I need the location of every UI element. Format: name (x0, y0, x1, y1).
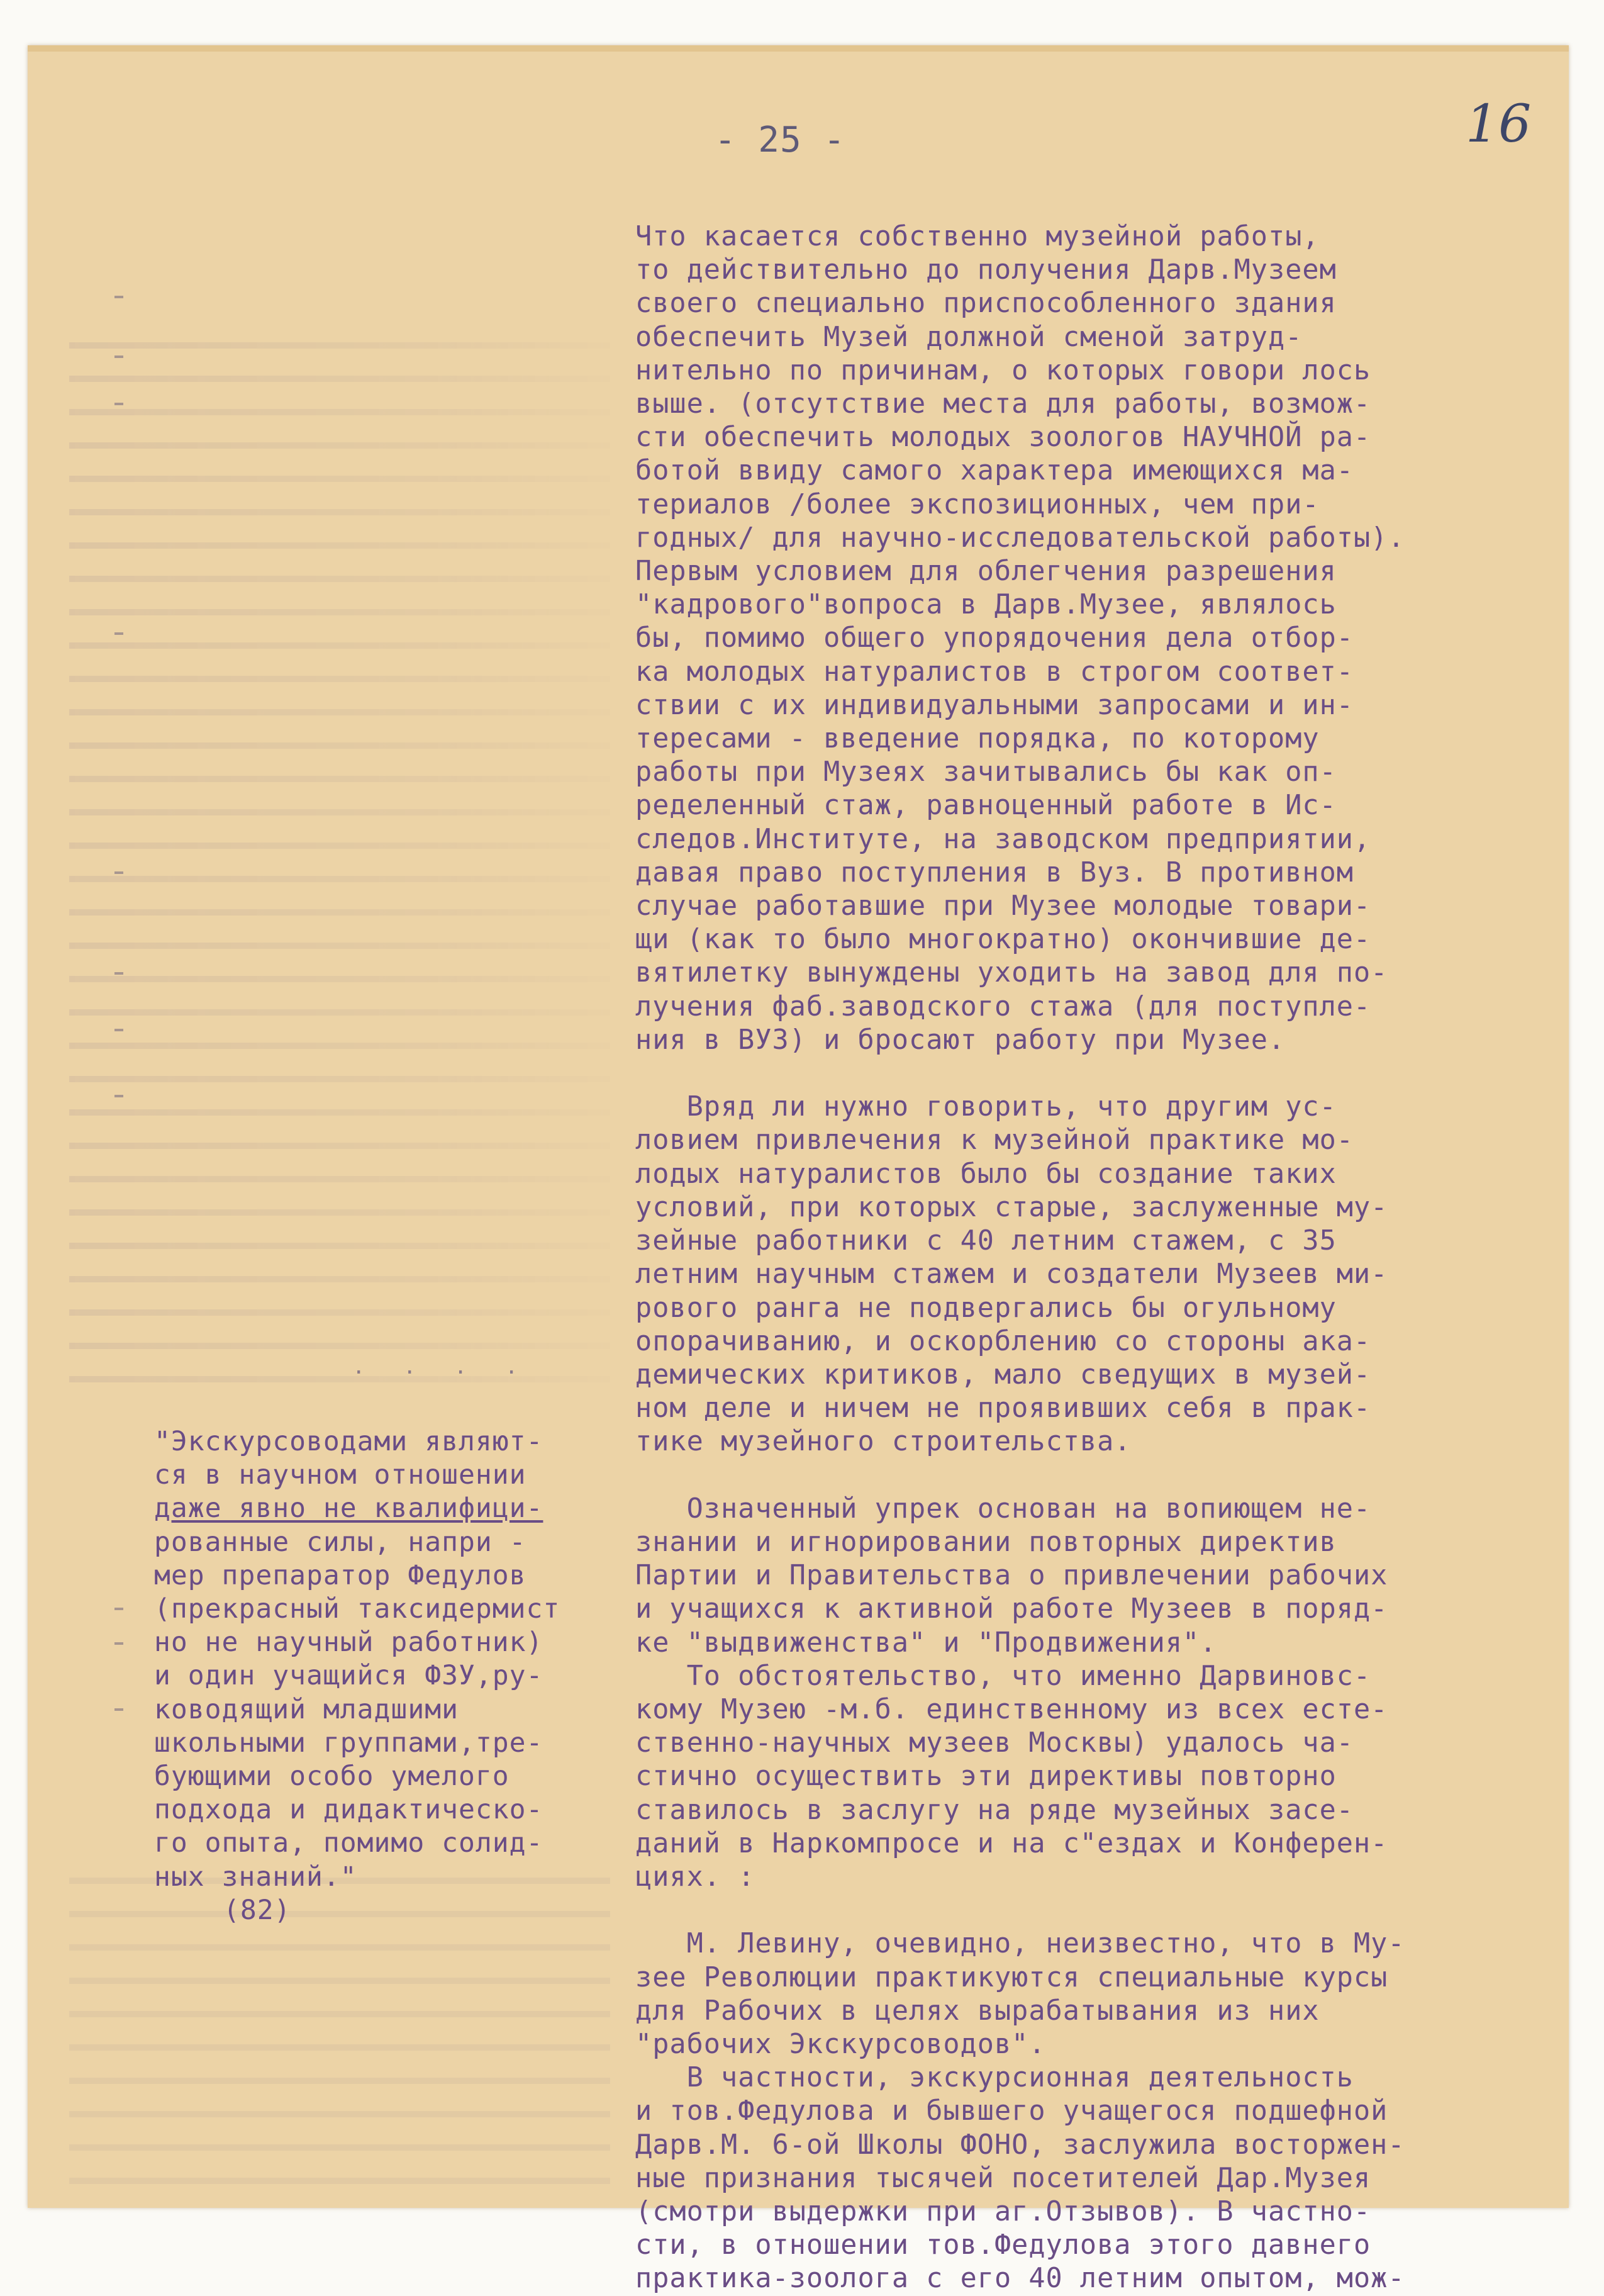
quote-line: "Экскурсоводами являют- (154, 1426, 543, 1457)
main-paragraph-2 (635, 1090, 1541, 1459)
text-line: "кадрового"вопроса в Дарв.Музее, являлось (635, 589, 1337, 621)
text-line: и тов.Федулова и бывшего учащегося подшефной (635, 2095, 1388, 2127)
text-line: Первым условием для облегчения разрешения (635, 556, 1337, 588)
text-line: ственно-научных музеев Москвы) удалось ча- (635, 1727, 1354, 1759)
text-line: (смотри выдержки при аг.Отзывов). В частно- (635, 2195, 1371, 2227)
text-line: практика-зоолога с его 40 летним опытом, мож- (635, 2263, 1405, 2295)
text-line: Означенный упрек основан на вопиющем не- (635, 1492, 1371, 1525)
text-line: и учащихся к активной работе Музеев в поряд- (635, 1593, 1388, 1625)
text-line: даний в Наркомпросе и на с"ездах и Конферен- (635, 1827, 1388, 1859)
text-line: лучения фаб.заводского стажа (для поступле- (635, 990, 1371, 1022)
text-line: То обстоятельство, что именно Дарвиновс- (635, 1660, 1371, 1692)
text-line: вятилетку вынуждены уходить на завод для по- (635, 957, 1388, 989)
text-line: сти, в отношении тов.Федулова этого давнего (635, 2229, 1371, 2261)
text-line: Что касается собственно музейной работы, (635, 221, 1320, 252)
text-line: годных/ для научно-исследовательской работы). (635, 522, 1405, 554)
margin-tick (114, 296, 123, 298)
main-paragraph-1 (635, 220, 1541, 1057)
margin-tick (114, 972, 123, 975)
text-line: зее Революции практикуются специальные курсы (635, 1961, 1388, 1993)
text-line: ния в ВУЗ) и бросают работу при Музее. (635, 1024, 1286, 1056)
text-line: давая право поступления в Вуз. В противном (635, 856, 1354, 888)
text-line: ботой ввиду самого характера имеющихся ма- (635, 455, 1354, 487)
main-paragraph-4 (635, 1927, 1541, 2295)
text-line: нительно по причинам, о которых говори лось (635, 354, 1371, 386)
text-line: демических критиков, мало сведущих в музей- (635, 1358, 1371, 1391)
text-line: ном деле и ничем не проявивших себя в прак- (635, 1392, 1371, 1425)
text-line: для Рабочих в целях вырабатывания из них (635, 1995, 1320, 2027)
text-line: ствии с их индивидуальными запросами и ин- (635, 689, 1354, 721)
text-line: выше. (отсутствие места для работы, возмож- (635, 388, 1371, 420)
text-line: работы при Музеях зачитывались бы как оп- (635, 756, 1337, 788)
quote-line: ся в научном отношении (154, 1459, 526, 1491)
text-line: Вряд ли нужно говорить, что другим ус- (635, 1091, 1337, 1123)
text-line: ке "выдвиженства" и "Продвижения". (635, 1627, 1217, 1659)
main-text-column (635, 220, 1541, 2296)
text-line: В частности, экскурсионная деятельность (635, 2062, 1354, 2094)
margin-tick (114, 871, 123, 874)
text-line: ка молодых натуралистов в строгом соответ- (635, 656, 1354, 688)
text-line: бы, помимо общего упорядочения дела отбор- (635, 622, 1354, 654)
text-line: териалов /более экспозиционных, чем при- (635, 488, 1320, 520)
text-line: ределенный стаж, равноценный работе в Ис- (635, 790, 1337, 822)
text-line: зейные работники с 40 летним стажем, с 35 (635, 1225, 1337, 1257)
margin-tick (114, 356, 123, 358)
quote-line: рованные силы, напри - (154, 1526, 526, 1558)
text-line: случае работавшие при Музее молодые товари- (635, 890, 1371, 922)
quote-line: и один учащийся ФЗУ,ру- (154, 1660, 543, 1692)
margin-dots: . . . . (352, 1354, 531, 1379)
text-line: "рабочих Экскурсоводов". (635, 2028, 1046, 2060)
quote-line: но не научный работник) (154, 1627, 543, 1659)
margin-tick (114, 1029, 123, 1031)
text-line: щи (как то было многократно) окончившие де- (635, 924, 1371, 956)
text-line: знании и игнорировании повторных директив (635, 1526, 1337, 1558)
quote-line: ных знаний." (154, 1861, 357, 1893)
text-line: следов.Институте, на заводском предприятии, (635, 823, 1371, 855)
text-line: Дарв.М. 6-ой Школы ФОНО, заслужила восторжен- (635, 2129, 1405, 2161)
text-line: сти обеспечить молодых зоологов НАУЧНОЙ ра- (635, 422, 1371, 454)
text-line: Партии и Правительства о привлечении рабочих (635, 1560, 1388, 1592)
margin-tick (114, 632, 123, 635)
text-line: кому Музею -м.б. единственному из всех есте- (635, 1693, 1388, 1725)
margin-tick (114, 1095, 123, 1097)
text-line: М. Левину, очевидно, неизвестно, что в Му- (635, 1928, 1405, 1960)
quote-line-underlined: даже явно не квалифици- (154, 1492, 543, 1525)
quote-reference: (82) (223, 1894, 291, 1926)
bleed-through-text (69, 327, 610, 1397)
margin-tick (114, 403, 123, 405)
text-line: летним научным стажем и создатели Музеев ми- (635, 1258, 1388, 1291)
text-line: то действительно до получения Дарв.Музеем (635, 254, 1337, 286)
quote-line: школьными группами,тре- (154, 1727, 543, 1759)
paper-top-edge (28, 45, 1569, 52)
quote-line: ководящий младшими (154, 1693, 459, 1725)
main-paragraph-3 (635, 1492, 1541, 1894)
text-line: тике музейного строительства. (635, 1426, 1132, 1458)
text-line: рового ранга не подвергались бы огульному (635, 1292, 1337, 1324)
margin-tick (114, 1608, 123, 1610)
margin-tick (114, 1642, 123, 1645)
quote-line: го опыта, помимо солид- (154, 1827, 543, 1859)
quote-line: (прекрасный таксидермист (154, 1593, 560, 1625)
text-line: своего специально приспособленного здания (635, 288, 1337, 320)
text-line: условий, при которых старые, заслуженные му- (635, 1191, 1388, 1223)
text-line: ные признания тысячей посетителей Дар.Музея (635, 2162, 1371, 2194)
quote-line: подхода и дидактическо- (154, 1794, 543, 1826)
quote-line: бующими особо умелого (154, 1761, 510, 1793)
quote-line: мер препаратор Федулов (154, 1559, 526, 1591)
text-line: ставилось в заслугу на ряде музейных засе- (635, 1794, 1354, 1826)
margin-tick (114, 1708, 123, 1711)
folio-number: 16 (1466, 94, 1532, 154)
text-line: стично осуществить эти директивы повторно (635, 1761, 1337, 1793)
text-line: тересами - введение порядка, по которому (635, 723, 1320, 755)
text-line: лодых натуралистов было бы создание таких (635, 1158, 1337, 1190)
text-line: ловием привлечения к музейной практике мо- (635, 1124, 1354, 1156)
text-line: опорачиванию, и оскорблению со стороны ака- (635, 1325, 1371, 1357)
page-number: - 25 - (714, 120, 846, 160)
text-line: циях. : (635, 1861, 755, 1893)
margin-quote-note (154, 1425, 632, 1927)
text-line: обеспечить Музей должной сменой затруд- (635, 321, 1303, 353)
